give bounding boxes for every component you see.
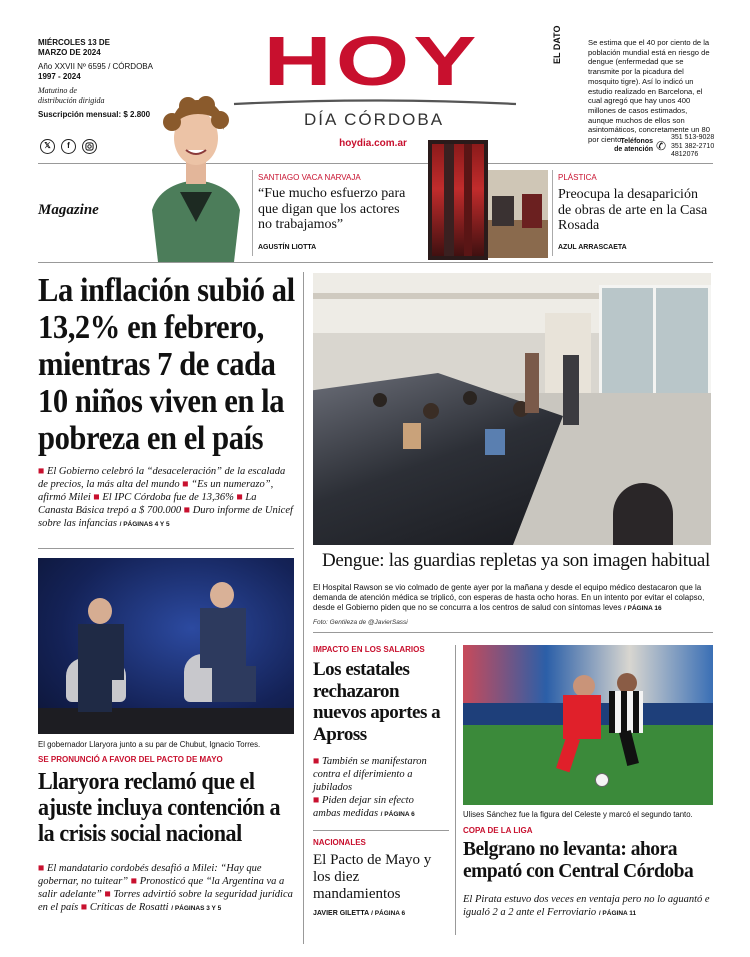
belgrano-body: El Pirata estuvo dos veces en ventaja pero no lo aguantó e igualó 2 a 2 ante el Ferroviario / PÁGINA 11 [463,894,710,918]
lead-bullets: ■ El Gobierno celebró la “desaceleración” de la escalada de precios, la más alta del mundo ■ “Es un numerazo”, afirmó Milei ■ El IPC Córdoba fue de 13,36% ■ La Canasta Básica trepó a $ 700.000 ■ Duro informe de Unicef sobre las infancias / PÁGINAS 4 Y 5 [38,466,293,529]
divider [38,262,713,263]
lead-bullet: “Es un numerazo”, afirmó Milei [38,479,274,503]
el-dato-label: EL DATO [552,25,562,64]
page-ref[interactable]: / PÁGINA 6 [371,910,406,917]
date-line: MARZO DE 2024 [38,48,101,57]
football-match-photo [463,645,713,805]
photo-credit: Foto: Gentileza de @JavierSassi [313,619,408,626]
lead-bullet: El Gobierno celebró la “desaceleración” de la escalada de precios, la más alta del mundo [38,466,286,490]
page-ref[interactable]: / PÁGINAS 3 Y 5 [171,905,222,912]
story-bullet: Críticas de Rosatti [89,902,169,913]
lead-headline[interactable]: La inflación subió al 13,2% en febrero, mientras 7 de cada 10 niños viven en la pobreza en el país [38,272,295,457]
issue-number: Año XXVII Nº 6595 / CÓRDOBA [38,62,153,71]
column-divider [552,170,553,256]
story-author: JAVIER GILETTA / PÁGINA 6 [313,910,406,917]
distribution-note: distribución dirigida [38,96,105,105]
story-bullet: Torres advirtió sobre la seguridad jurídica en el país [38,889,293,913]
logo-text: HOY [263,22,481,100]
divider [313,830,449,831]
magazine-author: AGUSTÍN LIOTTA [258,244,317,251]
phone-numbers: 351 513-9028 351 382-2710 4812076 [671,134,715,159]
page-ref[interactable]: / PÁGINA 11 [598,910,637,917]
story-bullet: Piden dejar sin efecto ambas medidas [313,795,414,819]
story-bullet: El mandatario cordobés desafió a Milei: “Hay que gobernar, no tuitear” [38,863,262,887]
magazine-label[interactable]: Magazine [38,202,99,218]
estatales-headline[interactable]: Los estatales rechazaron nuevos aportes a Apross [313,659,441,745]
magazine-headline[interactable]: Preocupa la desaparición de obras de arte en la Casa Rosada [558,187,708,233]
phone-icon: ✆ [656,139,667,153]
instagram-icon[interactable] [82,139,97,154]
divider [38,548,294,549]
artwork-photo [428,140,488,260]
column-divider [303,272,304,944]
photo-caption: Ulises Sánchez fue la figura del Celeste y marcó el segundo tanto. [463,810,693,819]
logo-subtitle: DÍA CÓRDOBA [303,110,445,129]
website-link[interactable]: hoydia.com.ar [339,138,407,149]
dengue-headline[interactable]: Dengue: las guardias repletas ya son imagen habitual [322,550,711,571]
conference-photo [38,558,294,734]
estatales-bullets: ■ También se manifestaron contra el diferimiento a jubilados ■ Piden dejar sin efecto ambas medidas / PÁGINA 6 [313,756,427,819]
page-ref[interactable]: / PÁGINA 6 [380,811,415,818]
nacionales-headline[interactable]: El Pacto de Mayo y los diez mandamientos [313,852,432,902]
date-line: MIÉRCOLES 13 DE [38,38,111,47]
story-kicker: COPA DE LA LIGA [463,826,533,835]
dengue-body: El Hospital Rawson se vio colmado de gente ayer por la mañana y desde el equipo médico destacaron que la demanda de atención médica se triplicó, con esperas de hasta ocho horas. En un intento por evitar el colapso, desde el Gobierno piden que no se concurra a los centros de salud con síntomas leves / PÁGINA 16 [313,583,705,613]
magazine-kicker: PLÁSTICA [558,173,597,182]
twitter-x-icon[interactable]: 𝕏 [40,139,55,154]
el-dato-text: Se estima que el 40 por ciento de la población mundial está en riesgo de dengue (enfermedad que se transmite por la picadura del mosquito tigre). Así lo indicó un estudio realizado en Barcelona, el cual agregó que hay unos 400 millones de casos estimados, aunque muchos de ellos son asintomáticos, concretamente un 80 por ciento. [588,38,710,145]
logo-swoosh [232,94,518,100]
llaryora-bullets: ■ El mandatario cordobés desafió a Milei: “Hay que gobernar, no tuitear” ■ Pronosticó que “la Argentina va a salir adelante” ■ Torres advirtió sobre la seguridad jurídica en el país ■ Críticas de Rosatti / PÁGINAS 3 Y 5 [38,863,293,913]
story-kicker: NACIONALES [313,838,366,847]
photo-caption: El gobernador Llaryora junto a su par de Chubut, Ignacio Torres. [38,740,261,749]
phones-label: Teléfonos de atención [614,138,653,153]
lead-bullet: La Canasta Básica trepó a $ 700.000 [38,492,257,516]
lead-bullet: Duro informe de Unicef sobre las infancias [38,505,293,529]
column-divider [455,645,456,935]
divider [313,632,713,633]
magazine-kicker: SANTIAGO VACA NARVAJA [258,173,361,182]
llaryora-headline[interactable]: Llaryora reclamó que el ajuste incluya contención a la crisis social nacional [38,769,281,847]
story-kicker: SE PRONUNCIÓ A FAVOR DEL PACTO DE MAYO [38,755,223,764]
page-ref[interactable]: / PÁGINAS 4 Y 5 [119,521,170,528]
magazine-author: AZUL ARRASCAETA [558,244,627,251]
page-ref[interactable]: / PÁGINA 16 [623,605,662,613]
subscription-price: Suscripción mensual: $ 2.800 [38,110,151,119]
magazine-quote[interactable]: “Fue mucho esfuerzo para que digan que los actores no trabajamos” [258,186,406,232]
hospital-waiting-room-photo [313,273,711,545]
actor-photo [140,92,252,262]
story-bullet: También se manifestaron contra el diferimiento a jubilados [313,756,427,793]
story-kicker: IMPACTO EN LOS SALARIOS [313,645,425,654]
distribution-note: Matutino de [38,86,77,95]
years: 1997 - 2024 [38,72,81,81]
facebook-icon[interactable]: f [61,139,76,154]
column-divider [252,170,253,256]
lead-bullet: El IPC Córdoba fue de 13,36% [102,492,234,503]
newspaper-logo[interactable] [263,22,481,100]
story-bullet: Pronosticó que “la Argentina va a salir adelante” [38,876,285,900]
belgrano-headline[interactable]: Belgrano no levanta: ahora empató con Central Córdoba [463,839,694,882]
